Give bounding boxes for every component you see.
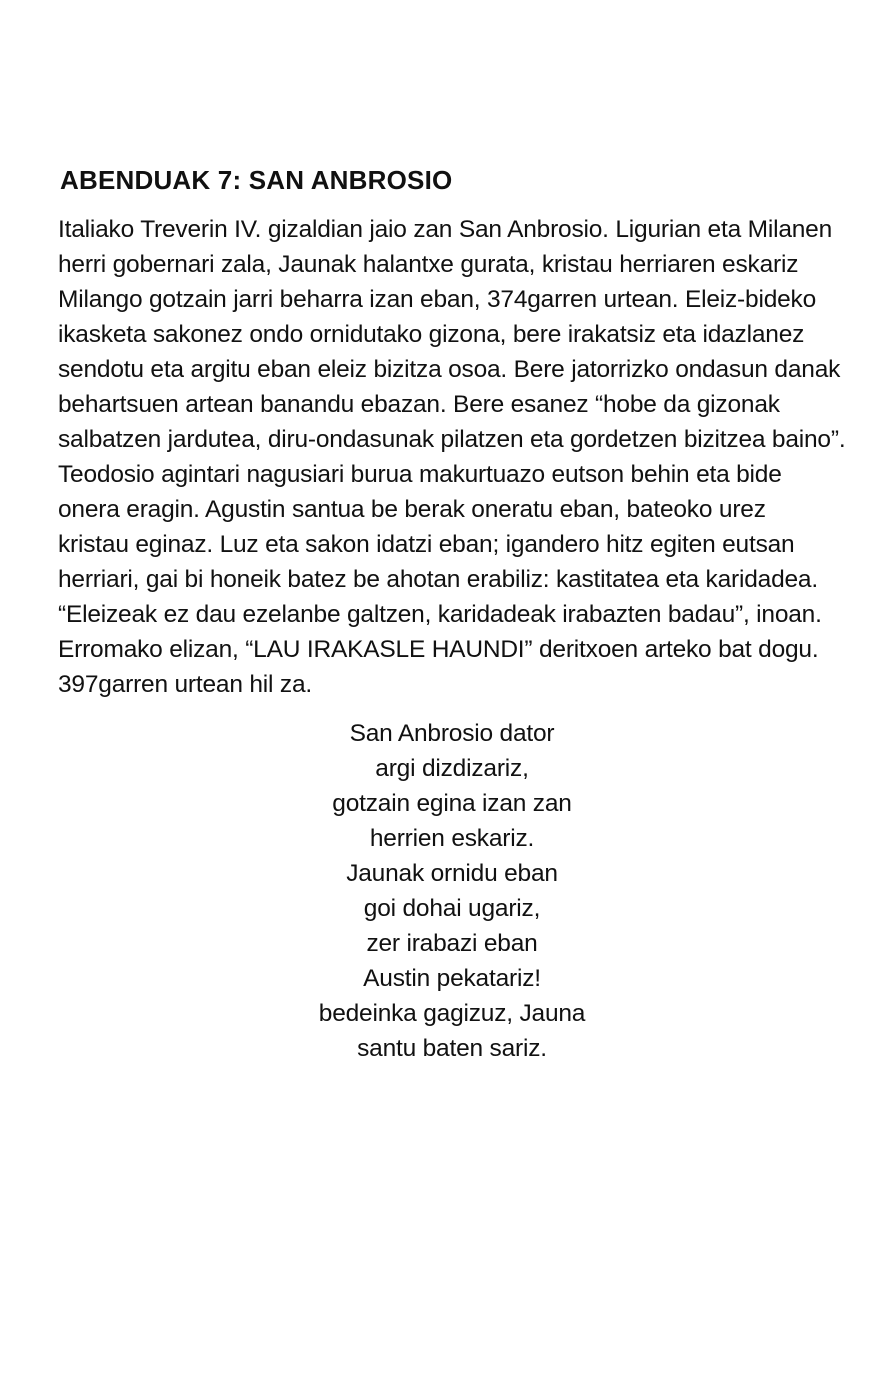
- body-line: Teodosio agintari nagusiari burua makurtuazo eutson behin eta bide: [58, 461, 782, 488]
- body-line: “Eleizeak ez dau ezelanbe galtzen, karidadeak irabazten badau”, inoan.: [58, 601, 822, 628]
- poem-line: bedeinka gagizuz, Jauna: [318, 1000, 586, 1027]
- page-title: ABENDUAK 7: SAN ANBROSIO: [60, 165, 453, 195]
- poem-line: argi dizdizariz,: [375, 755, 529, 782]
- body-line: behartsuen artean banandu ebazan. Bere esanez “hobe da gizonak: [58, 391, 780, 418]
- body-line: Milango gotzain jarri beharra izan eban, 374garren urtean. Eleiz-bideko: [58, 286, 817, 313]
- poem-line: Austin pekatariz!: [363, 965, 541, 992]
- poem-line: San Anbrosio dator: [349, 720, 555, 747]
- poem-line: herrien eskariz.: [369, 825, 535, 852]
- body-line: ikasketa sakonez ondo ornidutako gizona, bere irakatsiz eta idazlanez: [58, 321, 805, 348]
- body-line: 397garren urtean hil za.: [58, 671, 312, 698]
- poem-line: santu baten sariz.: [357, 1035, 547, 1062]
- body-line: salbatzen jardutea, diru-ondasunak pilatzen eta gordetzen bizitzea baino”.: [58, 426, 846, 453]
- poem-line: gotzain egina izan zan: [332, 790, 572, 817]
- poem-line: goi dohai ugariz,: [363, 895, 541, 922]
- poem-stanza: [252, 716, 652, 1066]
- body-line: Erromako elizan, “LAU IRAKASLE HAUNDI” deritxoen arteko bat dogu.: [58, 636, 819, 663]
- body-line: sendotu eta argitu eban eleiz bizitza osoa. Bere jatorrizko ondasun danak: [58, 356, 841, 383]
- body-paragraph: [58, 212, 858, 702]
- poem-line: zer irabazi eban: [366, 930, 538, 957]
- body-line: kristau eginaz. Luz eta sakon idatzi eban; igandero hitz egiten eutsan: [58, 531, 795, 558]
- poem-line: Jaunak ornidu eban: [346, 860, 558, 887]
- body-line: herri gobernari zala, Jaunak halantxe gurata, kristau herriaren eskariz: [58, 251, 799, 278]
- body-line: herriari, gai bi honeik batez be ahotan erabiliz: kastitatea eta karidadea.: [58, 566, 818, 593]
- body-line: onera eragin. Agustin santua be berak oneratu eban, bateoko urez: [58, 496, 766, 523]
- body-line: Italiako Treverin IV. gizaldian jaio zan San Anbrosio. Ligurian eta Milanen: [58, 216, 833, 243]
